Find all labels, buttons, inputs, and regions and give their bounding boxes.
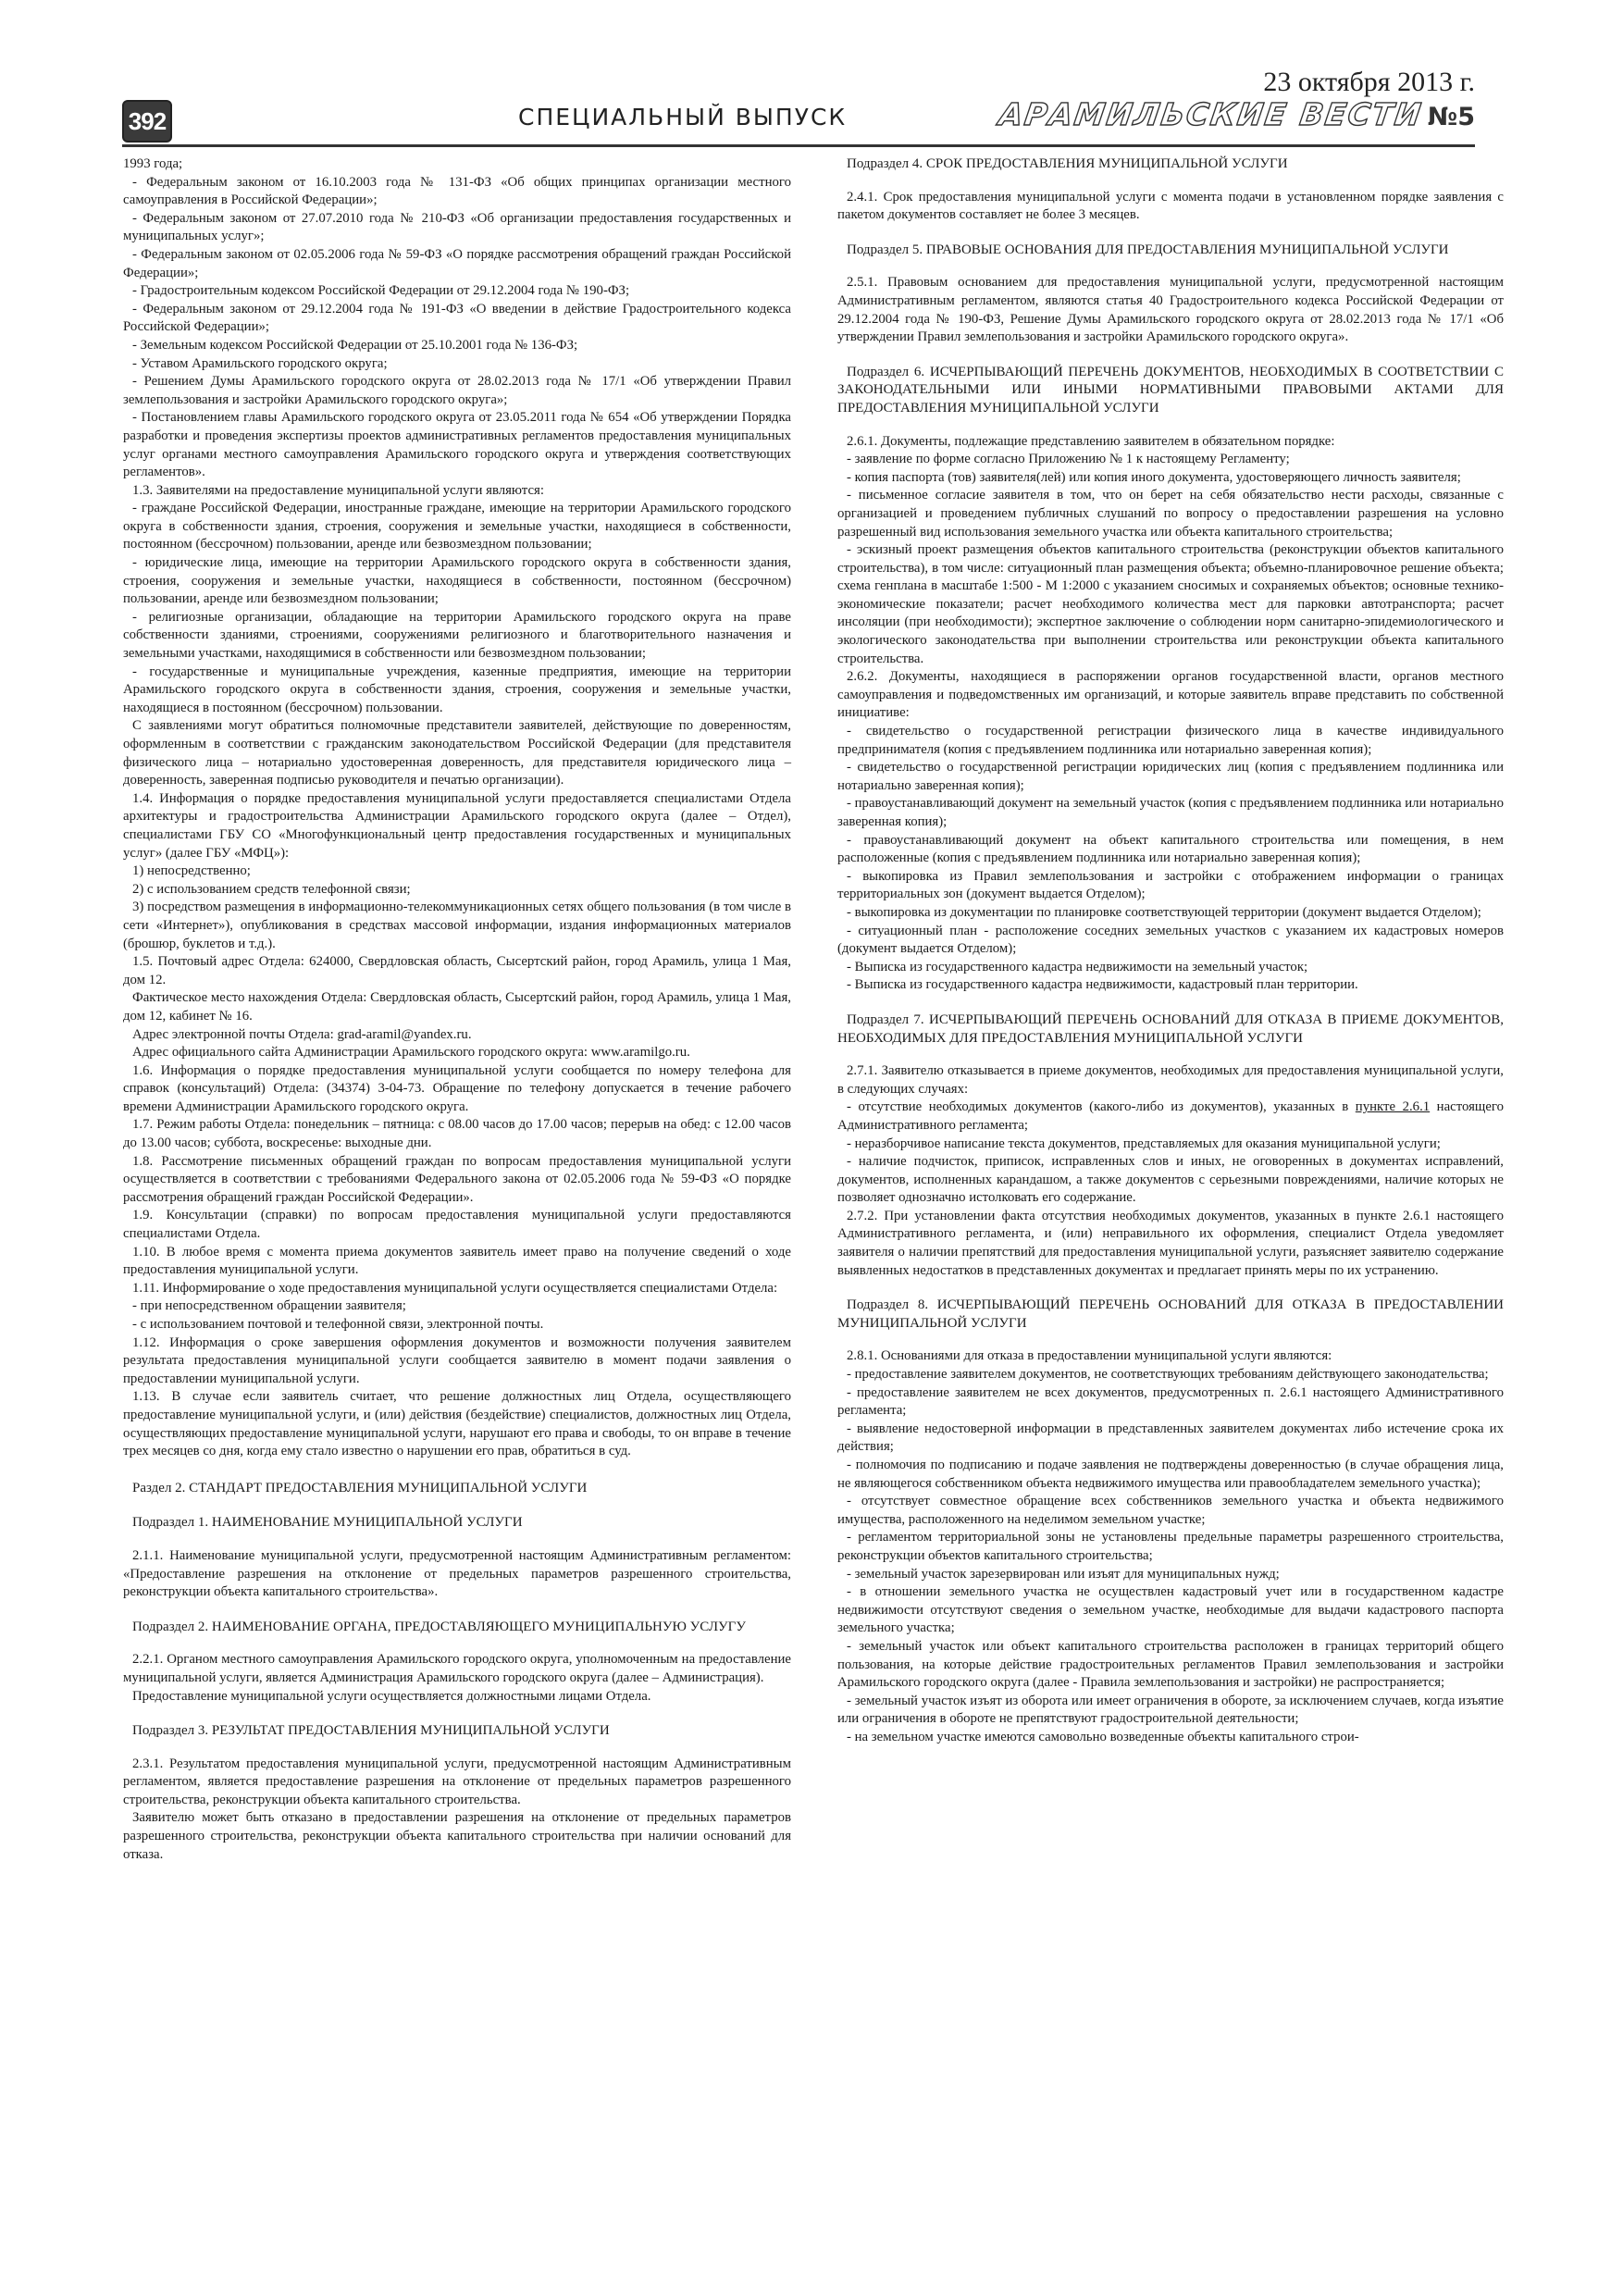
paragraph: - Выписка из государственного кадастра недвижимости, кадастровый план территории. — [847, 977, 1358, 993]
paragraph: 2.6.1. Документы, подлежащие представлению заявителем в обязательном порядке: — [847, 433, 1335, 449]
paragraph: - в отношении земельного участка не осуществлен кадастровый учет или в государственном кадастре недвижимости отсутствуют сведения о земельном участке, необходимые для выдачи кадастрового паспорта земельного участка; — [837, 1584, 1504, 1636]
paragraph: 1.7. Режим работы Отдела: понедельник – пятница: с 08.00 часов до 17.00 часов; перерыв на обед: с 12.00 часов до 13.00 часов; суббота, воскресенье: выходные дни. — [123, 1117, 791, 1151]
paragraph: Предоставление муниципальной услуги осуществляется должностными лицами Отдела. — [132, 1688, 651, 1704]
paragraph: 1.9. Консультации (справки) по вопросам предоставления муниципальной услуги предоставляются специалистами Отдела. — [123, 1208, 791, 1242]
paragraph: - свидетельство о государственной регистрации физического лица в качестве индивидуального предпринимателя (копия с предъявлением подлинника или нотариально заверенная копия); — [837, 724, 1504, 757]
paragraph: - земельный участок изъят из оборота или имеет ограничения в обороте, за исключением случаев, когда изъятие или ограничения в обороте не препятствуют градостроительной деятельности; — [837, 1693, 1504, 1727]
paragraph: 1.12. Информация о сроке завершения оформления документов и возможности получения заявителем результата предоставления муниципальной услуги сообщается заявителю в момент подачи заявления о предоставлении муниципальной услуги. — [123, 1334, 791, 1386]
section-heading: Раздел 2. СТАНДАРТ ПРЕДОСТАВЛЕНИЯ МУНИЦИПАЛЬНОЙ УСЛУГИ — [132, 1480, 588, 1496]
paragraph: - предоставление заявителем не всех документов, предусмотренных п. 2.6.1 настоящего Административного регламента; — [837, 1384, 1504, 1419]
paragraph: 2.8.1. Основаниями для отказа в предоставлении муниципальной услуги являются: — [847, 1348, 1332, 1364]
paragraph: - регламентом территориальной зоны не установлены предельные параметры разрешенного строительства, реконструкции объектов капитального строительства; — [837, 1530, 1504, 1563]
paragraph: 1.5. Почтовый адрес Отдела: 624000, Свердловская область, Сысертский район, город Арамиль, улица 1 Мая, дом 12. — [123, 954, 791, 987]
right-column — [837, 155, 1504, 1747]
paragraph: - полномочия по подписанию и подаче заявления не подтверждены доверенностью (в случае обращения лица, не являющегося собственником объекта недвижимого имущества или правообладателем земельного участка); — [837, 1458, 1504, 1491]
paragraph: - Федеральным законом от 16.10.2003 года № 131-ФЗ «Об общих принципах организации местного самоуправления в Российской Федерации»; — [123, 174, 791, 208]
issue-number: №5 — [1427, 103, 1475, 131]
paragraph: - Федеральным законом от 27.07.2010 года № 210-ФЗ «Об организации предоставления государственных и муниципальных услуг»; — [123, 210, 791, 244]
paragraph: - предоставление заявителем документов, не соответствующих требованиям действующего законодательства; — [847, 1367, 1489, 1383]
issue-date: 23 октября 2013 г. — [1263, 67, 1475, 97]
header-rule — [122, 144, 1475, 147]
subsection-heading: Подраздел 3. РЕЗУЛЬТАТ ПРЕДОСТАВЛЕНИЯ МУНИЦИПАЛЬНОЙ УСЛУГИ — [132, 1723, 610, 1739]
paragraph: - религиозные организации, обладающие на территории Арамильского городского округа на праве собственности зданиями, строениями, сооружениями религиозного и благотворительного назначения и земельными участками, находящимися в собственности или безвозмездном пользовании; — [123, 609, 791, 662]
paragraph: - юридические лица, имеющие на территории Арамильского городского округа в собственности здания, строения, сооружения и земельные участки, находящиеся в собственности, постоянном (бессрочном) пользовании, аренде или безвозмездном пользовании; — [123, 555, 791, 607]
paragraph: 1.10. В любое время с момента приема документов заявитель имеет право на получение сведений о ходе предоставления муниципальной услуги. — [123, 1244, 791, 1278]
paragraph: 1.4. Информация о порядке предоставления муниципальной услуги предоставляется специалистами Отдела архитектуры и градостроительства Администрации Арамильского городского округа (далее – Отдел), специалистами ГБУ СО «Многофункциональный центр предоставления государственных и муниципальных услуг» (далее ГБУ «МФЦ»): — [123, 790, 791, 861]
newspaper-name: АРАМИЛЬСКИЕ ВЕСТИ — [996, 96, 1425, 132]
left-column — [123, 155, 791, 1864]
paragraph: - свидетельство о государственной регистрации юридических лиц (копия с предъявлением подлинника или нотариально заверенная копия); — [837, 760, 1504, 793]
paragraph-text: - отсутствие необходимых документов (какого-либо из документов), указанных в — [847, 1099, 1356, 1115]
subsection-heading: Подраздел 8. ИСЧЕРПЫВАЮЩИЙ ПЕРЕЧЕНЬ ОСНОВАНИЙ ДЛЯ ОТКАЗА В ПРЕДОСТАВЛЕНИИ МУНИЦИПАЛЬНОЙ УСЛУГИ — [837, 1297, 1504, 1331]
paragraph: - Постановлением главы Арамильского городского округа от 23.05.2011 года № 654 «Об утверждении Порядка разработки и проведения экспертизы проектов административных регламентов предоставления муниципальных услуг органами местного самоуправления Арамильского городского округа и утверждения соответствующих регламентов». — [123, 410, 791, 480]
subsection-heading: Подраздел 1. НАИМЕНОВАНИЕ МУНИЦИПАЛЬНОЙ УСЛУГИ — [132, 1515, 523, 1531]
paragraph: Адрес электронной почты Отдела: grad-aramil@yandex.ru. — [132, 1026, 472, 1042]
paragraph: 2.6.2. Документы, находящиеся в распоряжении органов государственной власти, органов местного самоуправления и подведомственных им организаций, и которые заявитель вправе представить по собственной инициативе: — [837, 669, 1504, 721]
paragraph: 2.7.2. При установлении факта отсутствия необходимых документов, указанных в пункте 2.6.1 настоящего Административного регламента, и (или) неправильного их оформления, специалист Отдела уведомляет заявителя о наличии препятствий для предоставления муниципальной услуги, разъясняет заявителю содержание выявленных недостатков в представленных документах и предлагает принять меры по их устранению. — [837, 1208, 1504, 1278]
paragraph: - заявление по форме согласно Приложению № 1 к настоящему Регламенту; — [847, 452, 1290, 467]
subsection-heading: Подраздел 7. ИСЧЕРПЫВАЮЩИЙ ПЕРЕЧЕНЬ ОСНОВАНИЙ ДЛЯ ОТКАЗА В ПРИЕМЕ ДОКУМЕНТОВ, НЕОБХОДИМЫХ ДЛЯ ПРЕДОСТАВЛЕНИЯ МУНИЦИПАЛЬНОЙ УСЛУГИ — [837, 1011, 1504, 1046]
subsection-heading: Подраздел 2. НАИМЕНОВАНИЕ ОРГАНА, ПРЕДОСТАВЛЯЮЩЕГО МУНИЦИПАЛЬНУЮ УСЛУГУ — [132, 1619, 746, 1634]
paragraph: 2.5.1. Правовым основанием для предоставления муниципальной услуги, предусмотренной настоящим Административным регламентом, являются статья 40 Градостроительного кодекса Российской Федерации от 29.12.2004 года № 190-ФЗ, Решение Думы Арамильского городского округа от 28.02.2013 года № 17/1 «Об утверждении Правил землепользования и застройки Арамильского городского округа». — [837, 275, 1504, 345]
paragraph: 1.3. Заявителями на предоставление муниципальной услуги являются: — [132, 482, 544, 498]
paragraph: 2.3.1. Результатом предоставления муниципальной услуги, предусмотренной настоящим Административным регламентом, является предоставление разрешения на отклонение от предельных параметров разрешенного строительства, реконструкции объекта капитального строительства. — [123, 1756, 791, 1807]
paragraph: - при непосредственном обращении заявителя; — [132, 1298, 406, 1314]
paragraph: - на земельном участке имеются самовольно возведенные объекты капитального строи- — [847, 1729, 1359, 1744]
paragraph: Адрес официального сайта Администрации Арамильского городского округа: www.aramilgo.ru. — [132, 1045, 690, 1061]
paragraph: 2.1.1. Наименование муниципальной услуги, предусмотренной настоящим Административным регламентом: «Предоставление разрешения на отклонение от предельных параметров разрешенного строительства, реконструкции объекта капитального строительства». — [123, 1547, 791, 1600]
page-number: 392 — [122, 100, 172, 143]
paragraph: - Земельным кодексом Российской Федерации от 25.10.2001 года № 136-ФЗ; — [132, 337, 578, 353]
paragraph: - Уставом Арамильского городского округа; — [132, 355, 388, 371]
paragraph: - неразборчивое написание текста документов, представляемых для оказания муниципальной услуги; — [847, 1136, 1441, 1151]
paragraph: - письменное согласие заявителя в том, что он берет на себя обязательство нести расходы, связанные с организацией и проведением публичных слушаний по вопросу о предоставлении разрешения на условно разрешенный вид использования земельного участка или объекта капитального строительства; — [837, 488, 1504, 540]
paragraph: Фактическое место нахождения Отдела: Свердловская область, Сысертский район, город Арамиль, улица 1 Мая, дом 12, кабинет № 16. — [123, 990, 791, 1024]
paragraph: Заявителю может быть отказано в предоставлении разрешения на отклонение от предельных параметров разрешенного строительства, реконструкции объекта капитального строительства при наличии оснований для отказа. — [123, 1810, 791, 1862]
paragraph: - Федеральным законом от 02.05.2006 года № 59-ФЗ «О порядке рассмотрения обращений граждан Российской Федерации»; — [123, 246, 791, 280]
paragraph: - Федеральным законом от 29.12.2004 года № 191-ФЗ «О введении в действие Градостроительного кодекса Российской Федерации»; — [123, 301, 791, 335]
paragraph: - государственные и муниципальные учреждения, казенные предприятия, имеющие на территории Арамильского городского округа в собственности здания, строения, сооружения и земельные участки, находящиеся в постоянном (бессрочном) пользовании. — [123, 664, 791, 715]
paragraph: 1) непосредственно; — [132, 863, 251, 879]
paragraph: 1.6. Информация о порядке предоставления муниципальной услуги сообщается по номеру телефона для справок (консультаций) Отдела: (34374) 3-04-73. Обращение по телефону допускается в течение рабочего времени Администрации Арамильского городского округа. — [123, 1062, 791, 1114]
paragraph: - копия паспорта (тов) заявителя(лей) или копия иного документа, удостоверяющего личность заявителя; — [847, 469, 1461, 485]
section-title: СПЕЦИАЛЬНЫЙ ВЫПУСК — [518, 104, 848, 130]
paragraph: С заявлениями могут обратиться полномочные представители заявителей, действующие по доверенностям, оформленным в соответствии с гражданским законодательством Российской Федерации (для представителя физического лица – нотариально удостоверенная доверенность, для представителя юридического лица – доверенность, заверенная подписью руководителя и печатью организации). — [123, 718, 791, 788]
paragraph: - граждане Российской Федерации, иностранные граждане, имеющие на территории Арамильского городского округа в собственности здания, строения, сооружения и земельные участки, находящиеся в собственности, постоянном (бессрочном) пользовании, аренде или безвозмездном пользовании; — [123, 501, 791, 552]
subsection-heading: Подраздел 6. ИСЧЕРПЫВАЮЩИЙ ПЕРЕЧЕНЬ ДОКУМЕНТОВ, НЕОБХОДИМЫХ В СООТВЕТСТВИИ С ЗАКОНОДАТЕЛЬНЫМИ ИЛИ ИНЫМИ НОРМАТИВНЫМИ ПРАВОВЫМИ АКТАМИ ДЛЯ ПРЕДОСТАВЛЕНИЯ МУНИЦИПАЛЬНОЙ УСЛУГИ — [837, 364, 1504, 416]
clause-link[interactable]: пункте 2.6.1 — [1355, 1099, 1431, 1115]
masthead — [996, 96, 1475, 132]
paragraph: - выкопировка из документации по планировке соответствующей территории (документ выдается Отделом); — [847, 904, 1481, 920]
paragraph: 2.2.1. Органом местного самоуправления Арамильского городского округа, уполномоченным на предоставление муниципальной услуги, является Администрация Арамильского городского округа (далее – Администрация). — [123, 1652, 791, 1685]
paragraph: - эскизный проект размещения объектов капитального строительства (реконструкции объектов капитального строительства), в том числе: ситуационный план размещения объекта; объемно-планировочное решение объекта; схема генплана в масштабе 1:500 - М 1:2000 с указанием сносимых и сохраняемых объектов; основные технико-экономические показатели; расчет необходимого количества мест для парковки автотранспорта; расчет инсоляции (при необходимости); экспертное заключение о соблюдении норм санитарно-эпидемиологического и экологического законодательства при выполнении строительства или реконструкции объекта капитального строительства. — [837, 542, 1504, 666]
subsection-heading: Подраздел 5. ПРАВОВЫЕ ОСНОВАНИЯ ДЛЯ ПРЕДОСТАВЛЕНИЯ МУНИЦИПАЛЬНОЙ УСЛУГИ — [847, 242, 1449, 257]
paragraph: - выкопировка из Правил землепользования и застройки с отображением информации о границах территориальных зон (документ выдается Отделом); — [837, 868, 1504, 902]
paragraph: - правоустанавливающий документ на объект капитального строительства или помещения, в нем расположенные (копия с предъявлением подлинника или нотариально заверенная копия); — [837, 832, 1504, 866]
paragraph: 2) с использованием средств телефонной связи; — [132, 881, 411, 897]
paragraph: - выявление недостоверной информации в представленных заявителем документах либо истечение срока их действия; — [837, 1421, 1504, 1455]
paragraph: - Решением Думы Арамильского городского округа от 28.02.2013 года № 17/1 «Об утверждении Правил землепользования и застройки Арамильского городского округа»; — [123, 374, 791, 407]
paragraph — [837, 1098, 1504, 1135]
paragraph: - правоустанавливающий документ на земельный участок (копия с предъявлением подлинника или нотариально заверенная копия); — [837, 796, 1504, 829]
paragraph: 1.11. Информирование о ходе предоставления муниципальной услуги осуществляется специалистами Отдела: — [132, 1280, 778, 1296]
paragraph: - Выписка из государственного кадастра недвижимости на земельный участок; — [847, 959, 1308, 974]
paragraph-text: настоящего Административного регламента; — [837, 1099, 1504, 1133]
paragraph: 2.4.1. Срок предоставления муниципальной услуги с момента подачи в установленном порядке заявления с пакетом документов составляет не более 3 месяцев. — [837, 189, 1504, 223]
paragraph: 2.7.1. Заявителю отказывается в приеме документов, необходимых для предоставления муниципальной услуги, в следующих случаях: — [837, 1063, 1504, 1097]
paragraph: - Градостроительным кодексом Российской Федерации от 29.12.2004 года № 190-ФЗ; — [132, 283, 630, 299]
subsection-heading: Подраздел 4. СРОК ПРЕДОСТАВЛЕНИЯ МУНИЦИПАЛЬНОЙ УСЛУГИ — [847, 156, 1288, 171]
paragraph: - земельный участок или объект капитального строительства расположен в границах территорий общего пользования, на которые действие градостроительных регламентов Правил землепользования и застройки Арамильского городского округа (далее - Правила землепользования и застройки) не распространяется; — [837, 1638, 1504, 1691]
paragraph: 1.13. В случае если заявитель считает, что решение должностных лиц Отдела, осуществляющего предоставление муниципальной услуги, и (или) действия (бездействие) специалистов, должностных лиц Отдела, осуществляющих предоставление муниципальной услуги, нарушают его права и свободы, то он вправе в течение трех месяцев со дня, когда ему стало известно о нарушении его прав, обратиться в суд. — [123, 1389, 791, 1459]
paragraph: - отсутствует совместное обращение всех собственников земельного участка и объекта недвижимого имущества, расположенного на неделимом земельном участке; — [837, 1494, 1504, 1527]
paragraph: 1.8. Рассмотрение письменных обращений граждан по вопросам предоставления муниципальной услуги осуществляется в соответствии с требованиями Федерального закона от 02.05.2006 года № 59-ФЗ «О порядке рассмотрения обращений граждан Российской Федерации». — [123, 1153, 791, 1205]
paragraph: - земельный участок зарезервирован или изъят для муниципальных нужд; — [847, 1566, 1280, 1582]
paragraph: - с использованием почтовой и телефонной связи, электронной почты. — [132, 1317, 544, 1332]
paragraph: 3) посредством размещения в информационно-телекоммуникационных сетях общего пользования (в том числе в сети «Интернет»), опубликования в средствах массовой информации, издания информационных материалов (брошюр, буклетов и т.д.). — [123, 900, 791, 951]
paragraph: - ситуационный план - расположение соседних земельных участков с указанием их кадастровых номеров (документ выдается Отделом); — [837, 923, 1504, 957]
paragraph: 1993 года; — [123, 156, 183, 171]
paragraph: - наличие подчисток, приписок, исправленных слов и иных, не оговоренных в документах исправлений, документов, исполненных карандашом, а также документов с серьезными повреждениями, наличие которых не позволяет однозначно истолковать его содержание. — [837, 1154, 1504, 1206]
